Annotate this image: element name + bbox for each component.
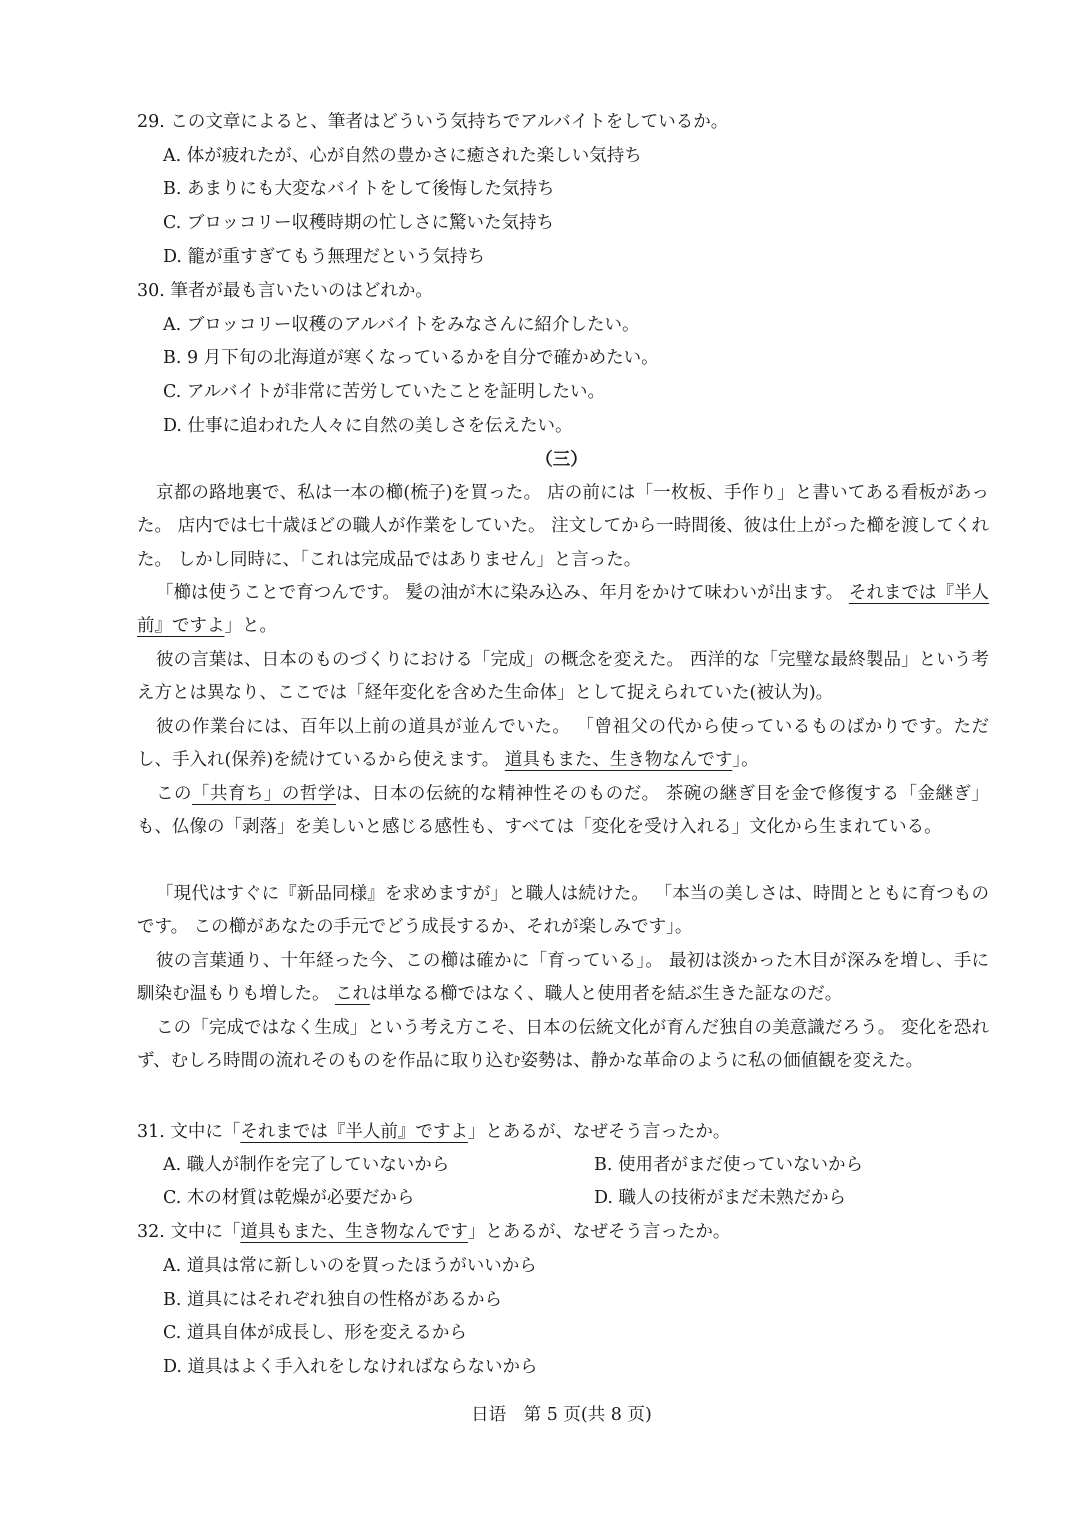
q31-option-a: A. 職人が制作を完了していないから [163,1155,450,1175]
page-footer: 日语 第 5 页(共 8 页) [471,1405,652,1425]
q30-option-b: B. 9 月下旬の北海道が寒くなっているかを自分で確かめたい。 [163,348,659,368]
section-title: （三） [535,450,588,470]
q31-option-b: B. 使用者がまだ使っていないから [594,1155,863,1175]
passage-paragraph-3: 彼の言葉は、日本のものづくりにおける「完成」の概念を変えた。 西洋的な「完璧な最終製品」という考え方とは異なり、ここでは「経年変化を含めた生命体」として捉えられていた(被认为)。 [137,650,989,704]
underlined-phrase-tomosodachi: 「共育ち」の哲学 [191,784,336,804]
passage-paragraph-1: 京都の路地裏で、私は一本の櫛(梳子)を買った。 店の前には「一枚板、手作り」と書いてある看板があった。 店内では七十歳ほどの職人が作業をしていた。 注文してから一時間後、彼は仕上がった櫛を渡してくれた。 しかし同時に、「これは完成品ではありません」と言った。 [137,483,989,570]
underlined-word-kore: これ [335,984,371,1005]
question-32-stem: 32. 文中に「道具もまた、生き物なんです」とあるが、なぜそう言ったか。 [137,1222,731,1242]
passage-paragraph-4: 彼の作業台には、百年以上前の道具が並んでいた。 「曾祖父の代から使っているものばかりです。ただし、手入れ(保养)を続けているから使えます。 道具もまた、生き物なんです」。 [137,717,989,771]
passage-paragraph-6: 「現代はすぐに『新品同様』を求めますが」と職人は続けた。 「本当の美しさは、時間とともに育つものです。 この櫛があなたの手元でどう成長するか、それが楽しみです」。 [137,884,989,938]
q29-option-d: D. 籠が重すぎてもう無理だという気持ち [163,247,486,267]
q29-option-b: B. あまりにも大変なバイトをして後悔した気持ち [163,179,555,199]
q29-option-a: A. 体が疲れたが、心が自然の豊かさに癒された楽しい気持ち [163,146,642,166]
q30-option-a: A. ブロッコリー収穫のアルバイトをみなさんに紹介したい。 [163,315,640,335]
q32-option-d: D. 道具はよく手入れをしなければならないから [163,1357,538,1377]
q32-option-a: A. 道具は常に新しいのを買ったほうがいいから [163,1256,537,1276]
q32-option-b: B. 道具にはそれぞれ独自の性格があるから [163,1290,502,1310]
passage-paragraph-8: この「完成ではなく生成」という考え方こそ、日本の伝統文化が育んだ独自の美意識だろう。 変化を恐れず、むしろ時間の流れそのものを作品に取り込む姿勢は、静かな革命のように私の価値観を変えた。 [137,1018,989,1072]
q30-option-d: D. 仕事に追われた人々に自然の美しさを伝えたい。 [163,416,573,436]
passage-paragraph-7: 彼の言葉通り、十年経った今、この櫛は確かに「育っている」。 最初は淡かった木目が深みを増し、手に馴染む温もりも増した。 これは単なる櫛ではなく、職人と使用者を結ぶ生きた証なのだ。 [137,951,989,1005]
question-30-stem: 30. 筆者が最も言いたいのはどれか。 [137,281,433,301]
q31-underlined-quote: それまでは『半人前』ですよ [240,1122,468,1142]
q29-option-c: C. ブロッコリー収穫時期の忙しさに驚いた気持ち [163,213,555,233]
q31-option-c: C. 木の材質は乾燥が必要だから [163,1188,415,1208]
question-29-stem: 29. この文章によると、筆者はどういう気持ちでアルバイトをしているか。 [137,112,729,132]
question-31-stem: 31. 文中に「それまでは『半人前』ですよ」とあるが、なぜそう言ったか。 [137,1122,731,1142]
q32-underlined-quote: 道具もまた、生き物なんです [240,1222,468,1242]
underlined-phrase-ikimono: 道具もまた、生き物なんです [504,750,733,771]
passage-paragraph-5: この「共育ち」の哲学は、日本の伝統的な精神性そのものだ。 茶碗の継ぎ目を金で修復する「金継ぎ」も、仏像の「剥落」を美しいと感じる感性も、すべては「変化を受け入れる」文化から生まれている。 [137,784,990,838]
passage-paragraph-2: 「櫛は使うことで育つんです。 髪の油が木に染み込み、年月をかけて味わいが出ます。 それまでは『半人前』ですよ」と。 [137,583,990,637]
underlined-phrase-hanninmae: それまでは『半人前』ですよ [137,583,990,637]
q31-option-d: D. 職人の技術がまだ未熟だから [594,1188,847,1208]
q32-option-c: C. 道具自体が成長し、形を変えるから [163,1323,467,1343]
q30-option-c: C. アルバイトが非常に苦労していたことを証明したい。 [163,382,605,402]
